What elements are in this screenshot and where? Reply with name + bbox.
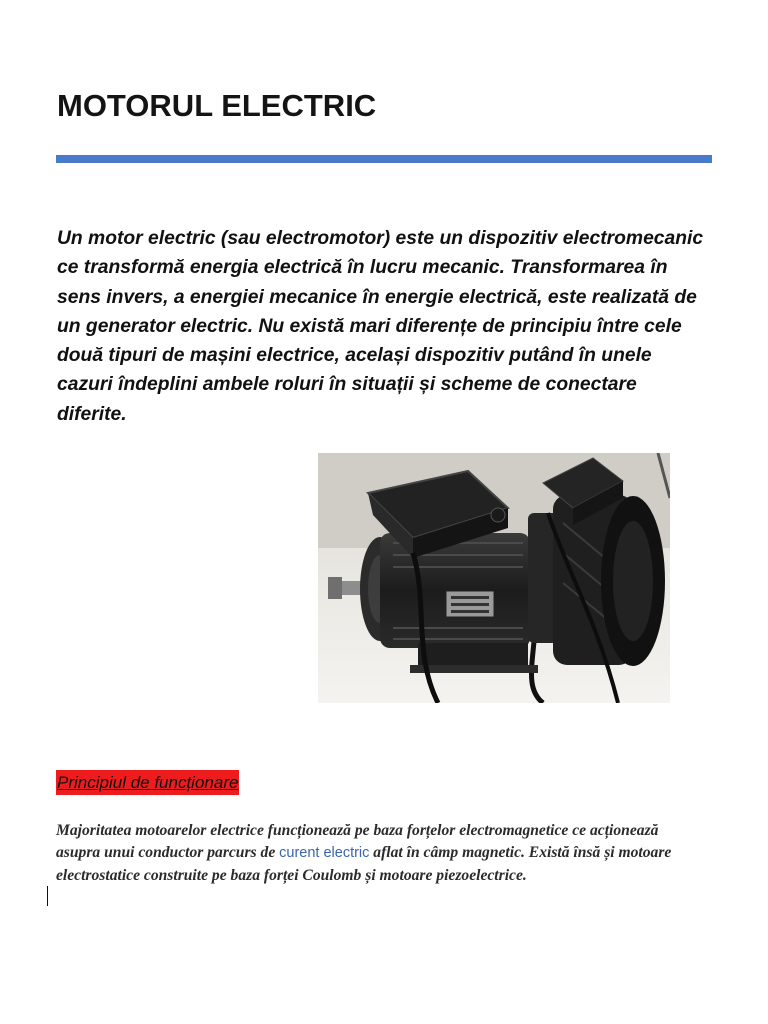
motor-illustration bbox=[318, 453, 670, 703]
title-divider bbox=[56, 155, 712, 163]
section-paragraph bbox=[56, 820, 706, 887]
text-cursor bbox=[47, 886, 48, 906]
curent-electric-link[interactable]: curent electric bbox=[279, 845, 370, 862]
electric-motor-photo bbox=[318, 453, 670, 703]
intro-paragraph: Un motor electric (sau electromotor) este un dispozitiv electromecanic ce transformă energia electrică în lucru mecanic. Transformarea în sens invers, a energiei mecanice în energie electrică, este realizată de un generator electric. Nu există mari diferențe de principiu între cele două tipuri de mașini electrice, același dispozitiv putând în unele cazuri îndeplini ambele roluri în situații și scheme de conectare diferite. bbox=[57, 228, 704, 425]
paragraph-text-before: Majoritatea motoarelor electrice funcționează pe baza forțelor electromagnetice ce acționează asupra unui conductor parcurs de bbox=[56, 822, 659, 862]
page-title: MOTORUL ELECTRIC bbox=[57, 88, 377, 123]
section-heading bbox=[56, 770, 239, 795]
section-heading-text: Principiul de funcționare bbox=[57, 773, 239, 792]
paragraph-text-after: aflat în câmp magnetic. Există însă și motoare electrostatice construite pe baza forței Coulomb și motoare piezoelectrice. bbox=[56, 844, 672, 884]
